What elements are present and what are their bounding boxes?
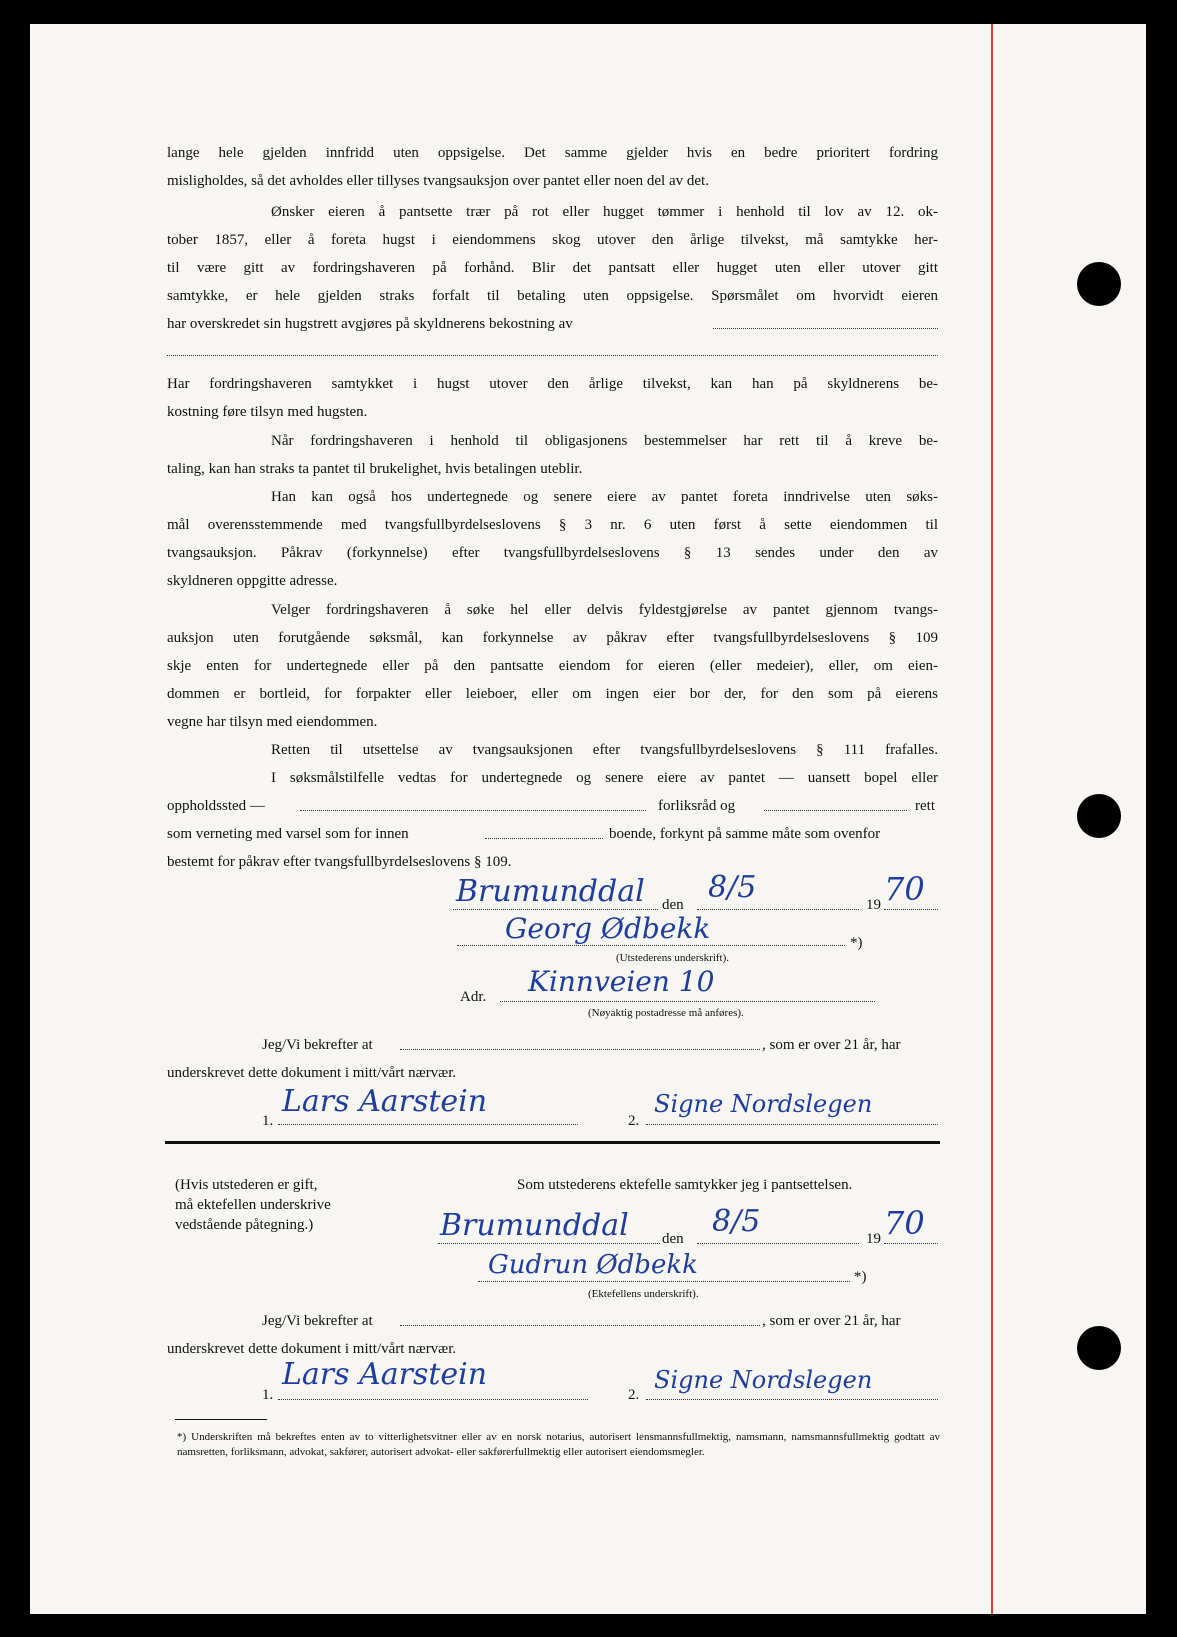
issuer-signature: Georg Ødbekk bbox=[505, 912, 711, 945]
body-line: mål overensstemmende med tvangsfullbyrdelseslovens § 3 nr. 6 uten først å sette eiendommen til bbox=[167, 517, 938, 533]
signature-star: *) bbox=[854, 1269, 867, 1285]
witness-number: 2. bbox=[628, 1387, 640, 1403]
witness-confirm-start: Jeg/Vi bekrefter at bbox=[262, 1313, 373, 1329]
witness-confirm-line: underskrevet dette dokument i mitt/vårt nærvær. bbox=[167, 1341, 457, 1357]
address-caption: (Nøyaktig postadresse må anføres). bbox=[588, 1007, 744, 1019]
fill-in-line bbox=[438, 1243, 660, 1244]
address-line bbox=[500, 1001, 875, 1002]
fill-in-line bbox=[713, 328, 938, 329]
year-prefix: 19 bbox=[866, 1231, 881, 1247]
signature-star: *) bbox=[850, 935, 863, 951]
fill-in-line bbox=[400, 1325, 760, 1326]
witness-number: 1. bbox=[262, 1387, 274, 1403]
date-den: den bbox=[662, 1231, 684, 1247]
venue-rett: rett bbox=[915, 798, 935, 814]
body-line: auksjon uten forutgående søksmål, kan forkynnelse av påkrav efter tvangsfullbyrdelseslovens § 109 bbox=[167, 630, 938, 646]
witness-confirm-start: Jeg/Vi bekrefter at bbox=[262, 1037, 373, 1053]
body-line: vegne har tilsyn med eiendommen. bbox=[167, 714, 378, 730]
red-margin-line bbox=[991, 24, 993, 1614]
place-handwritten: Brumunddal bbox=[456, 874, 645, 909]
body-line: samtykke, er hele gjelden straks forfalt til betaling uten oppsigelse. Spørsmålet om hvorvidt eieren bbox=[167, 288, 938, 304]
witness-line bbox=[278, 1399, 588, 1400]
fill-in-line bbox=[884, 909, 938, 910]
witness-line bbox=[278, 1124, 578, 1125]
fill-in-line bbox=[400, 1049, 760, 1050]
fill-in-line bbox=[167, 355, 938, 356]
body-line: boende, forkynt på samme måte som ovenfor bbox=[609, 826, 881, 842]
year-handwritten: 70 bbox=[884, 870, 925, 908]
signature-caption: (Utstederens underskrift). bbox=[616, 952, 730, 964]
body-line: skyldneren oppgitte adresse. bbox=[167, 573, 338, 589]
body-line: til være gitt av fordringshaveren på forhånd. Blir det pantsatt eller hugget uten eller utover gitt bbox=[167, 260, 938, 276]
witness-confirm-line: underskrevet dette dokument i mitt/vårt nærvær. bbox=[167, 1065, 457, 1081]
body-line: bestemt for påkrav efter tvangsfullbyrdelseslovens § 109. bbox=[167, 854, 512, 870]
spouse-year-handwritten: 70 bbox=[884, 1204, 925, 1242]
date-handwritten: 8/5 bbox=[708, 870, 757, 905]
year-prefix: 19 bbox=[866, 897, 881, 913]
witness-2-signature: Signe Nordslegen bbox=[654, 1090, 873, 1118]
body-line: taling, kan han straks ta pantet til brukelighet, hvis betalingen uteblir. bbox=[167, 461, 583, 477]
spouse-note: vedstående påtegning.) bbox=[175, 1217, 314, 1233]
spouse-date-handwritten: 8/5 bbox=[712, 1204, 761, 1239]
spouse-note: må ektefellen underskrive bbox=[175, 1197, 331, 1213]
witness-number: 2. bbox=[628, 1113, 640, 1129]
signature-line bbox=[478, 1281, 850, 1282]
body-line: Når fordringshaveren i henhold til obligasjonens bestemmelser har rett til å kreve be- bbox=[271, 433, 938, 449]
body-line: lange hele gjelden innfridd uten oppsigelse. Det samme gjelder hvis en bedre prioritert fordring bbox=[167, 145, 938, 161]
body-line: Ønsker eieren å pantsette trær på rot eller hugget tømmer i henhold til lov av 12. ok- bbox=[271, 204, 938, 220]
body-line: har overskredet sin hugstrett avgjøres på skyldnerens bekostning av bbox=[167, 316, 573, 332]
fill-in-line bbox=[884, 1243, 938, 1244]
signature-line bbox=[457, 945, 845, 946]
witness-1-signature: Lars Aarstein bbox=[282, 1357, 488, 1392]
witness-confirm-end: , som er over 21 år, har bbox=[762, 1313, 901, 1329]
body-line: dommen er bortleid, for forpakter eller leieboer, eller om ingen eier bor der, for den som på eierens bbox=[167, 686, 938, 702]
body-line: Han kan også hos undertegnede og senere eiere av pantet foreta inndrivelse uten søks- bbox=[271, 489, 938, 505]
body-line: som verneting med varsel som for innen bbox=[167, 826, 409, 842]
punch-hole-bottom bbox=[1077, 1326, 1121, 1370]
spouse-note: (Hvis utstederen er gift, bbox=[175, 1177, 318, 1193]
body-line: misligholdes, så det avholdes eller tillyses tvangsauksjon over pantet eller noen del av det. bbox=[167, 173, 709, 189]
fill-in-line bbox=[697, 1243, 859, 1244]
body-line: Retten til utsettelse av tvangsauksjonen efter tvangsfullbyrdelseslovens § 111 frafalles. bbox=[271, 742, 938, 758]
spouse-place-handwritten: Brumunddal bbox=[440, 1208, 629, 1243]
witness-1-signature: Lars Aarstein bbox=[282, 1084, 488, 1119]
venue-forliksrad: forliksråd og bbox=[658, 798, 736, 814]
fill-in-line bbox=[300, 810, 646, 811]
address-handwritten: Kinnveien 10 bbox=[528, 965, 715, 998]
punch-hole-middle bbox=[1077, 794, 1121, 838]
section-divider bbox=[165, 1141, 940, 1144]
witness-line bbox=[646, 1399, 938, 1400]
footnote-rule bbox=[175, 1419, 267, 1420]
venue-oppholdssted: oppholdssted — bbox=[167, 798, 265, 814]
fill-in-line bbox=[485, 838, 603, 839]
fill-in-line bbox=[697, 909, 859, 910]
address-label: Adr. bbox=[460, 989, 487, 1005]
fill-in-line bbox=[764, 810, 907, 811]
body-line: skje enten for undertegnede eller på den pantsatte eiendom for eieren (eller medeier), eller, om eien- bbox=[167, 658, 938, 674]
body-line: Har fordringshaveren samtykket i hugst utover den årlige tilvekst, kan han på skyldnerens be- bbox=[167, 376, 938, 392]
signature-caption: (Ektefellens underskrift). bbox=[588, 1288, 699, 1300]
date-den: den bbox=[662, 897, 684, 913]
punch-hole-top bbox=[1077, 262, 1121, 306]
spouse-signature: Gudrun Ødbekk bbox=[488, 1250, 698, 1280]
witness-2-signature: Signe Nordslegen bbox=[654, 1366, 873, 1394]
witness-line bbox=[646, 1124, 938, 1125]
body-line: Velger fordringshaveren å søke hel eller delvis fyldestgjørelse av pantet gjennom tvangs- bbox=[271, 602, 938, 618]
body-line: tober 1857, eller å foreta hugst i eiendommens skog utover den årlige tilvekst, må samtykke her- bbox=[167, 232, 938, 248]
witness-confirm-end: , som er over 21 år, har bbox=[762, 1037, 901, 1053]
fill-in-line bbox=[453, 909, 658, 910]
footnote: *) Underskriften må bekreftes enten av to vitterlighetsvitner eller av en norsk notarius, autorisert lensmannsfullmektig, namsmann, namsmannsfullmektig godtatt av namsretten, forliksmann, advokat, sakfører, autorisert advokat- eller sakførerfullmektig eller autorisert eiendomsmegler. bbox=[177, 1431, 940, 1458]
body-line: tvangsauksjon. Påkrav (forkynnelse) efter tvangsfullbyrdelseslovens § 13 sendes under den av bbox=[167, 545, 938, 561]
spouse-consent: Som utstederens ektefelle samtykker jeg i pantsettelsen. bbox=[517, 1177, 853, 1193]
witness-number: 1. bbox=[262, 1113, 274, 1129]
body-line: I søksmålstilfelle vedtas for undertegnede og senere eiere av pantet — uansett bopel eller bbox=[271, 770, 938, 786]
body-line: kostning føre tilsyn med hugsten. bbox=[167, 404, 368, 420]
